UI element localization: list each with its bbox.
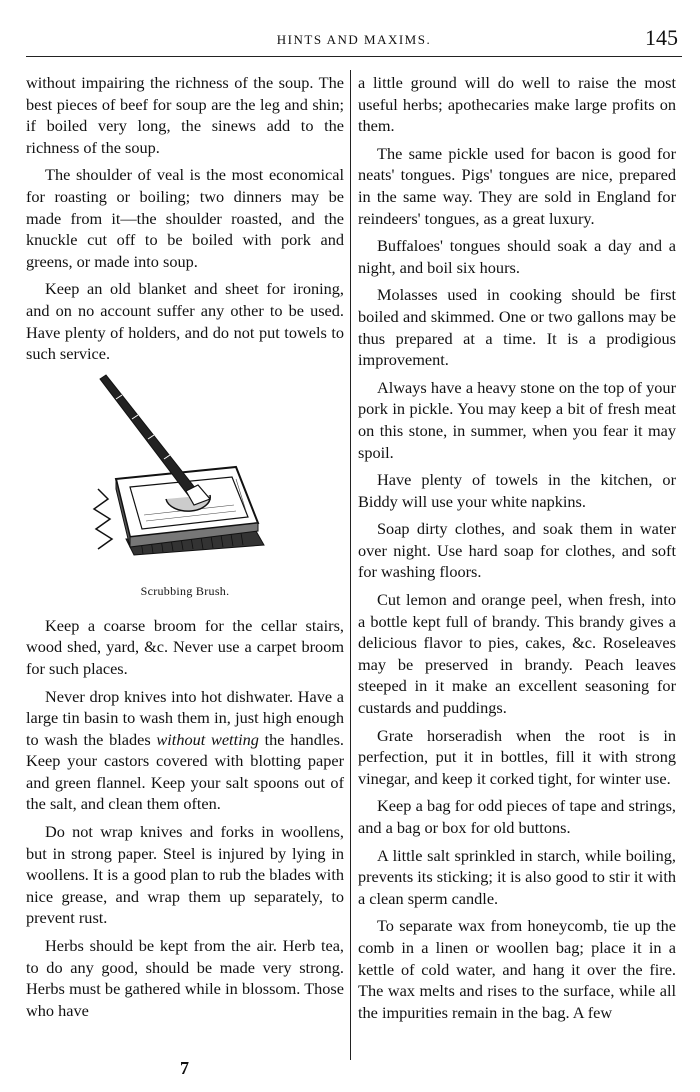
paragraph: The same pickle used for bacon is good for neats' tongues. Pigs' tongues are nice, prepared in the same way. They are sold in England for reindeers' tongues, as a great luxury.	[358, 143, 676, 228]
text-run: the handles. Keep your castors covered with blotting paper and green flannel. Keep your salt spoons out of the salt, and clean them often.	[26, 729, 344, 814]
paragraph: A little salt sprinkled in starch, while boiling, prevents its sticking; it is also good to stir it with a clean sperm candle.	[358, 845, 676, 908]
paragraph: Keep a bag for odd pieces of tape and strings, and a bag or box for old buttons.	[358, 796, 676, 837]
paragraph: Always have a heavy stone on the top of your pork in pickle. You may keep a bit of fresh meat on this stone, in summer, when you fear it may spoil.	[358, 377, 676, 462]
scrubbing-brush-illustration	[86, 371, 286, 571]
column-rule	[350, 70, 351, 1060]
left-column	[26, 72, 344, 1027]
paragraph: Keep an old blanket and sheet for ironing, and on no account suffer any other to be used. Have plenty of holders, and do not put towels to such service.	[26, 279, 344, 364]
paragraph: Grate horseradish when the root is in perfection, put it in bottles, fill it with strong vinegar, and keep it corked tight, for winter use.	[358, 725, 676, 788]
paragraph: Molasses used in cooking should be first boiled and skimmed. One or two gallons may be thus prepared at a time. It is a prodigious improvement.	[358, 285, 676, 370]
figure-caption: Scrubbing Brush.	[140, 584, 230, 599]
paragraph: Soap dirty clothes, and soak them in water over night. Use hard soap for clothes, and soft for washing floors.	[358, 519, 676, 582]
italic-text: without wetting	[156, 729, 259, 749]
scrubbing-brush-figure	[26, 371, 344, 607]
running-title: HINTS AND MAXIMS.	[276, 32, 432, 47]
paragraph: Do not wrap knives and forks in woollens, but in strong paper. Steel is injured by lying in woollens. It is a good plan to rub the blades with nice grease, and wrap them up separately, to prevent rust.	[26, 822, 344, 928]
paragraph: Keep a coarse broom for the cellar stairs, wood shed, yard, &c. Never use a carpet broom for such places.	[26, 615, 344, 678]
paragraph: Have plenty of towels in the kitchen, or Biddy will use your white napkins.	[358, 470, 676, 511]
page-number: 145	[645, 25, 678, 50]
paragraph: without impairing the richness of the soup. The best pieces of beef for soup are the leg and shin; if boiled very long, the sinews add to the richness of the soup.	[26, 73, 344, 157]
text-run: Never drop knives into hot dishwater. Have a large tin basin to wash them in, just high enough to wash the blades	[26, 686, 344, 749]
page-header	[26, 22, 682, 57]
signature-mark: 7	[180, 1058, 189, 1078]
paragraph: a little ground will do well to raise the most useful herbs; apothecaries make large profits on them.	[358, 73, 676, 136]
paragraph: Cut lemon and orange peel, when fresh, into a bottle kept full of brandy. This brandy gives a delicious flavor to pies, cakes, &c. Roseleaves may be preserved in brandy. Peach leaves steeped in it make an excellent seasoning for custards and puddings.	[358, 590, 676, 718]
right-column	[358, 72, 676, 1029]
paragraph: To separate wax from honeycomb, tie up the comb in a linen or woollen bag; place it in a kettle of cold water, and hang it over the fire. The wax melts and rises to the surface, while all the impurities remain in the bag. A few	[358, 916, 676, 1022]
paragraph	[26, 686, 344, 816]
paragraph: The shoulder of veal is the most economical for roasting or boiling; two dinners may be made from it—the shoulder roasted, and the knuckle cut off to be boiled with pork and greens, or made into soup.	[26, 165, 344, 271]
paragraph: Herbs should be kept from the air. Herb tea, to do any good, should be made very strong. Herbs must be gathered while in blossom. Those who have	[26, 936, 344, 1020]
paragraph: Buffaloes' tongues should soak a day and a night, and boil six hours.	[358, 236, 676, 277]
